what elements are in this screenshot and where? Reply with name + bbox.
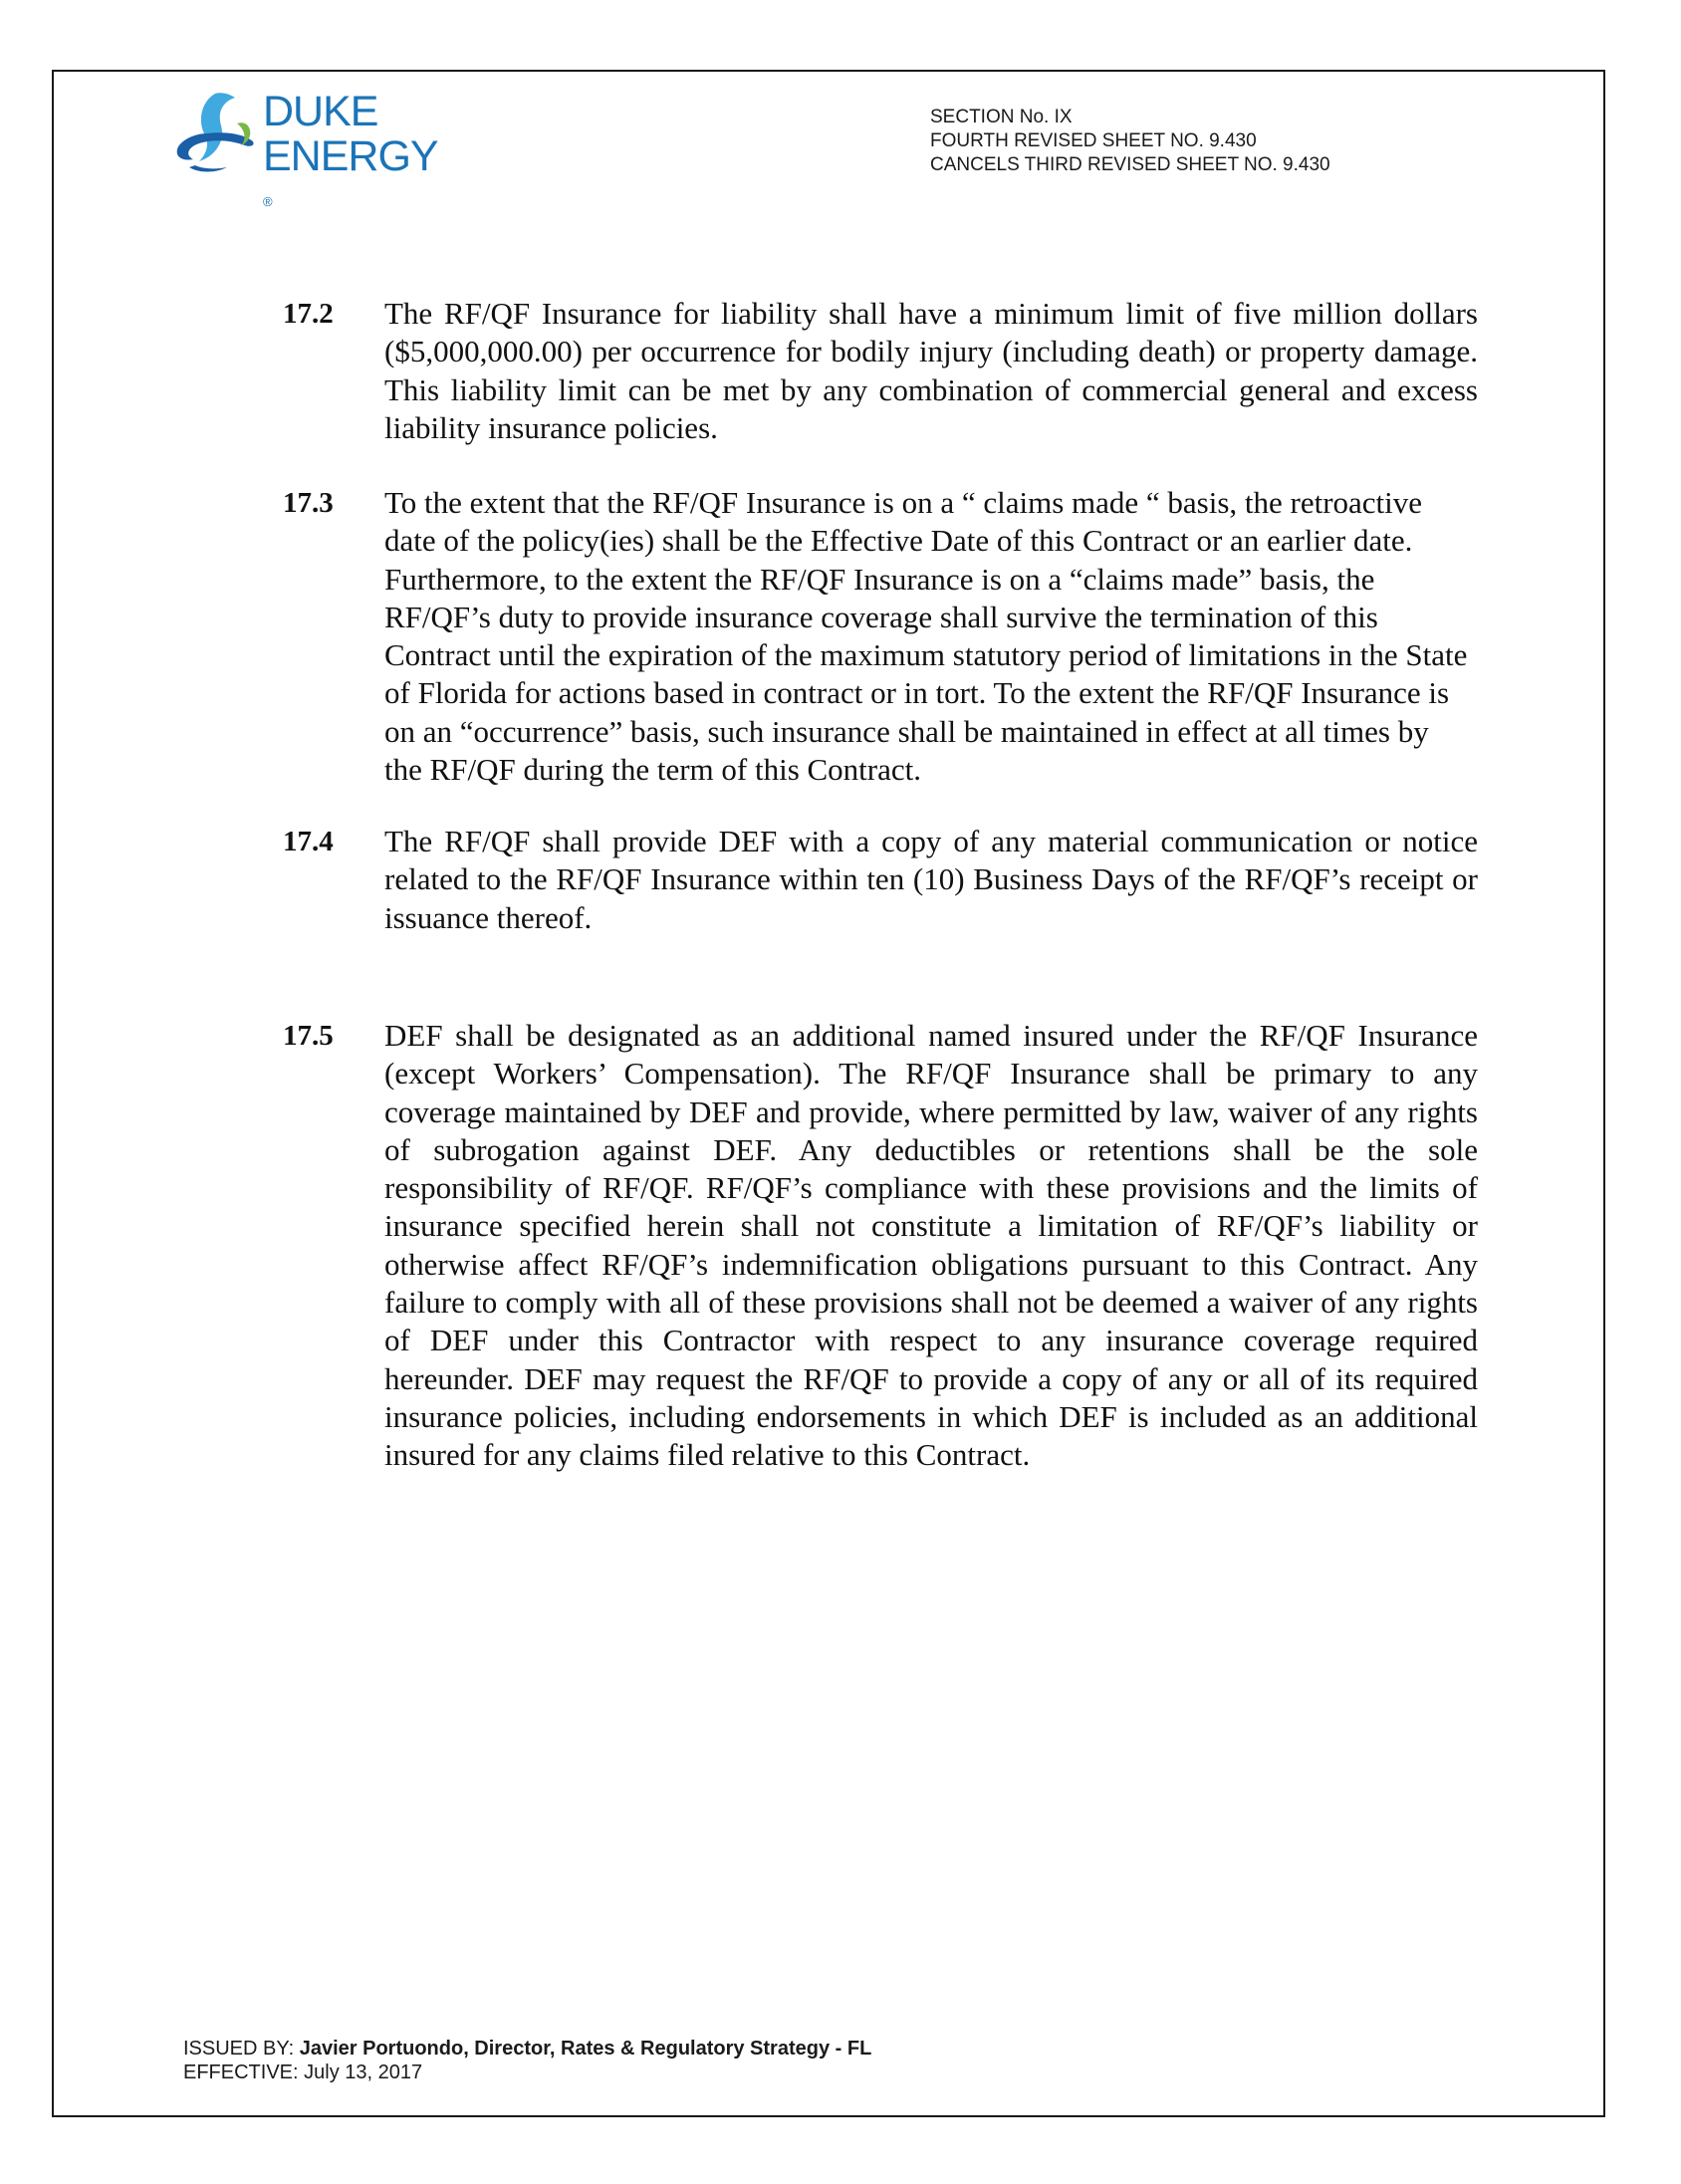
cancels-sheet-label: CANCELS THIRD REVISED SHEET NO. 9.430 — [930, 154, 1330, 175]
issuance-footer — [183, 2037, 871, 2084]
section-number: 17.4 — [283, 826, 334, 857]
effective-label: EFFECTIVE: — [183, 2062, 305, 2083]
issued-by-label: ISSUED BY: — [183, 2038, 300, 2060]
section-number: 17.5 — [283, 1020, 334, 1052]
section-number: 17.2 — [283, 298, 334, 330]
revised-sheet-label: FOURTH REVISED SHEET NO. 9.430 — [930, 130, 1257, 151]
effective-date: July 13, 2017 — [304, 2062, 423, 2083]
logo-word-energy: ENERGY — [263, 132, 438, 180]
section-label: SECTION No. IX — [930, 107, 1073, 127]
logo-word-duke: DUKE — [263, 88, 378, 135]
section-number: 17.3 — [283, 487, 334, 519]
section-text: The RF/QF shall provide DEF with a copy of any material communication or notice related to the RF/QF Insurance within ten (10) Business Days of the RF/QF’s receipt or issuance thereof. — [384, 824, 1478, 935]
effective-line — [183, 2061, 871, 2084]
section-text: The RF/QF Insurance for liability shall have a minimum limit of five million dollars ($5,000,000.00) per occurrence for bodily injury (including death) or property damage. This liability limit can be met by any combination of commercial general and excess liability insurance policies. — [384, 296, 1478, 445]
sheet-header — [930, 106, 1330, 177]
issued-by-value: Javier Portuondo, Director, Rates & Regulatory Strategy - FL — [299, 2038, 872, 2060]
section-text: To the extent that the RF/QF Insurance is on a “ claims made “ basis, the retroactive date of the policy(ies) shall be the Effective Date of this Contract or an earlier date. Furthermore, to the extent the RF/QF Insurance is on a “claims made” basis, the RF/QF’s duty to provide insurance coverage shall survive the termination of this Contract until the expiration of the maximum statutory period of limitations in the State of Florida for actions based in contract or in tort. To the extent the RF/QF Insurance is on an “occurrence” basis, such insurance shall be maintained in effect at all times by the RF/QF during the term of this Contract. — [384, 485, 1468, 788]
issued-by-line — [183, 2037, 871, 2061]
logo-wordmark — [263, 90, 438, 224]
section-text: DEF shall be designated as an additional named insured under the RF/QF Insurance (except Workers’ Compensation). The RF/QF Insurance shall be primary to any coverage maintained by DEF and provide, where permitted by law, waiver of any rights of subrogation against DEF. Any deductibles or retentions shall be the sole responsibility of RF/QF. RF/QF’s compliance with these provisions and the limits of insurance specified herein shall not constitute a limitation of RF/QF’s liability or otherwise affect RF/QF’s indemnification obligations pursuant to this Contract. Any failure to comply with all of these provisions shall not be deemed a waiver of any rights of DEF under this Contractor with respect to any insurance coverage required hereunder. DEF may request the RF/QF to provide a copy of any or all of its required insurance policies, including endorsements in which DEF is included as an additional insured for any claims filed relative to this Contract. — [384, 1018, 1478, 1473]
duke-energy-emblem-icon — [171, 88, 259, 187]
duke-energy-logo — [171, 88, 470, 209]
registered-mark: ® — [263, 194, 273, 209]
